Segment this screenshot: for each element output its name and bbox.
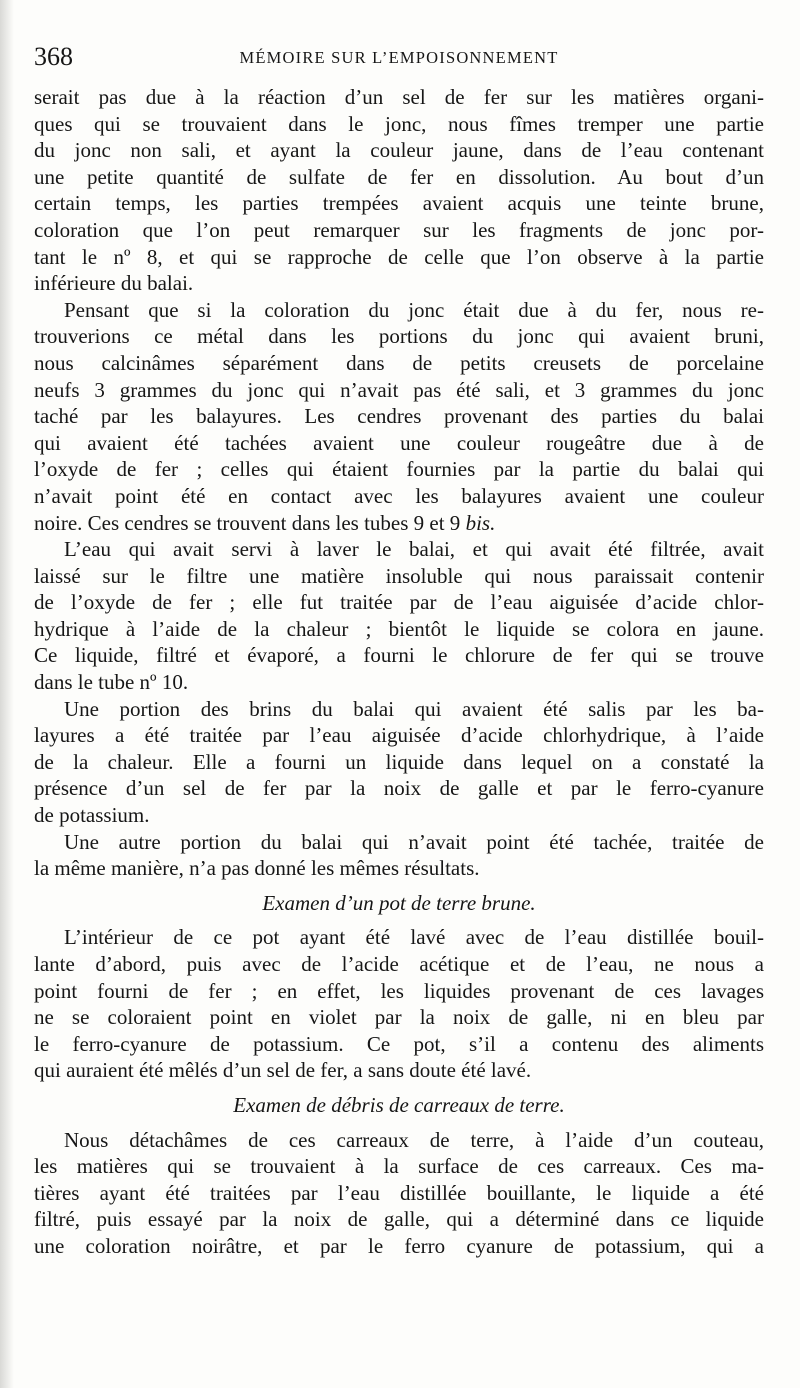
text-line: lante d’abord, puis avec de l’acide acétique et de l’eau, ne nous a <box>34 952 764 976</box>
text-line: qui auraient été mêlés d’un sel de fer, a sans doute été lavé. <box>34 1058 532 1083</box>
text-line: inférieure du balai. <box>34 271 194 296</box>
text-line: coloration que l’on peut remarquer sur les fragments de jonc por- <box>34 217 764 242</box>
text-line: point fourni de fer ; en effet, les liquides provenant de ces lavages <box>34 978 764 1003</box>
text-line: une coloration noirâtre, et par le ferro cyanure de potassium, qui a <box>34 1233 764 1258</box>
text-line: l’oxyde de fer ; celles qui étaient fournies par la partie du balai qui <box>34 457 764 482</box>
section-heading: Examen d’un pot de terre brune. <box>262 890 536 915</box>
text-line: Une portion des brins du balai qui avaient été salis par les ba- <box>64 696 764 721</box>
text-line: présence d’un sel de fer par la noix de galle et par le ferro-cyanure <box>34 776 764 801</box>
section-gap <box>34 882 764 890</box>
section-gap <box>34 916 764 924</box>
text-line: neufs 3 grammes du jonc qui n’avait pas été sali, et 3 grammes du jonc <box>34 377 764 402</box>
text-line: dans le tube nº 10. <box>34 670 189 695</box>
text-line: certain temps, les parties trempées avaient acquis une teinte brune, <box>34 191 764 216</box>
text-line: L’intérieur de ce pot ayant été lavé avec de l’eau distillée bouil- <box>64 925 764 950</box>
section-gap <box>34 1084 764 1092</box>
text-line: n’avait point été en contact avec les balayures avaient une couleur <box>34 483 764 508</box>
text-line: le ferro-cyanure de potassium. Ce pot, s’il a contenu des aliments <box>34 1031 764 1056</box>
text-line: qui avaient été tachées avaient une couleur rougeâtre due à de <box>34 430 764 455</box>
text-line: laissé sur le filtre une matière insoluble qui nous paraissait contenir <box>34 563 764 588</box>
text-line: layures a été traitée par l’eau aiguisée d’acide chlorhydrique, à l’aide <box>34 723 764 748</box>
italic-bis: bis. <box>465 510 496 535</box>
text-line: serait pas due à la réaction d’un sel de fer sur les matières organi- <box>34 85 764 109</box>
text-line: taché par les balayures. Les cendres provenant des parties du balai <box>34 404 764 429</box>
text-line: hydrique à l’aide de la chaleur ; bientôt le liquide se colora en jaune. <box>34 616 764 641</box>
body-text <box>34 84 764 1260</box>
text-line-part: noire. Ces cendres se trouvent dans les tubes 9 et 9 <box>34 510 466 535</box>
text-line: Ce liquide, filtré et évaporé, a fourni le chlorure de fer qui se trouve <box>34 643 764 668</box>
text-line: tières ayant été traitées par l’eau distillée bouillante, le liquide a été <box>34 1180 764 1205</box>
text-line: la même manière, n’a pas donné les mêmes résultats. <box>34 856 480 881</box>
running-head: MÉMOIRE SUR L’EMPOISONNEMENT <box>239 48 559 67</box>
section-heading: Examen de débris de carreaux de terre. <box>233 1092 565 1117</box>
text-line: de potassium. <box>34 803 150 828</box>
page-number: 368 <box>34 42 73 71</box>
text-line: trouverions ce métal dans les portions du jonc qui avaient bruni, <box>34 324 764 349</box>
text-line: de l’oxyde de fer ; elle fut traitée par de l’eau aiguisée d’acide chlor- <box>34 590 764 615</box>
text-line: Pensant que si la coloration du jonc était due à du fer, nous re- <box>64 297 764 322</box>
text-line: ques qui se trouvaient dans le jonc, nous fîmes tremper une partie <box>34 111 764 136</box>
text-line: ne se coloraient point en violet par la noix de galle, ni en bleu par <box>34 1005 764 1030</box>
text-line: de la chaleur. Elle a fourni un liquide dans lequel on a constaté la <box>34 749 764 774</box>
text-line: L’eau qui avait servi à laver le balai, et qui avait été filtrée, avait <box>64 537 764 562</box>
page-header <box>34 40 764 74</box>
text-line: une petite quantité de sulfate de fer en dissolution. Au bout d’un <box>34 164 764 189</box>
text-line: Une autre portion du balai qui n’avait point été tachée, traitée de <box>64 829 764 854</box>
text-line: Nous détachâmes de ces carreaux de terre, à l’aide d’un couteau, <box>64 1127 764 1152</box>
section-gap <box>34 1119 764 1127</box>
text-line <box>34 510 764 537</box>
text-line: les matières qui se trouvaient à la surface de ces carreaux. Ces ma- <box>34 1154 764 1179</box>
text-line: du jonc non sali, et ayant la couleur jaune, dans de l’eau contenant <box>34 138 764 163</box>
text-line: nous calcinâmes séparément dans de petits creusets de porcelaine <box>34 350 764 375</box>
text-line: tant le nº 8, et qui se rapproche de celle que l’on observe à la partie <box>34 244 764 269</box>
text-line: filtré, puis essayé par la noix de galle, qui a déterminé dans ce liquide <box>34 1207 764 1232</box>
